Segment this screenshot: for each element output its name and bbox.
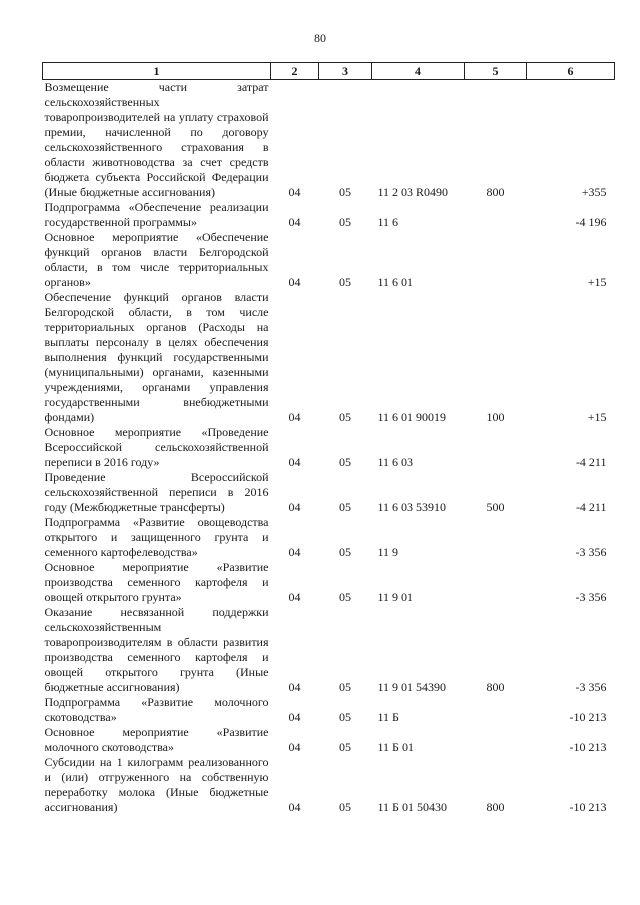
row-subsection: 05 xyxy=(339,500,351,514)
row-section: 04 xyxy=(288,740,301,754)
row-amount: -10 213 xyxy=(569,800,607,814)
row-expense-type xyxy=(465,515,527,560)
row-expense-type: 500 xyxy=(486,500,505,514)
row-section: 04 xyxy=(288,275,301,289)
header-col-target-article: 4 xyxy=(372,63,465,80)
row-target-article: 11 9 01 xyxy=(377,590,414,604)
table-row xyxy=(43,80,615,201)
row-expense-type: 100 xyxy=(486,410,505,424)
table-row xyxy=(43,230,615,290)
row-expense-type xyxy=(465,230,527,290)
table-row xyxy=(43,725,615,755)
row-name: Проведение Всероссийской сельскохозяйственной переписи в 2016 году (Межбюджетные трансферты) xyxy=(44,470,269,514)
row-name: Основное мероприятие «Развитие производства семенного картофеля и овощей открытого грунта» xyxy=(44,560,269,604)
row-name: Обеспечение функций органов власти Белгородской области, в том числе территориальных органов (Расходы на выплаты персоналу в целях обеспечения выполнения функций государственными (муниципальными) органами, казенными учреждениями, органами управления государственными внебюджетными фондами) xyxy=(44,290,269,424)
row-name: Основное мероприятие «Развитие молочного скотоводства» xyxy=(44,725,269,754)
row-subsection: 05 xyxy=(339,410,351,424)
row-subsection: 05 xyxy=(339,680,351,694)
row-name: Подпрограмма «Обеспечение реализации государственной программы» xyxy=(44,200,269,229)
row-amount: -4 211 xyxy=(575,455,607,469)
row-target-article: 11 Б 01 xyxy=(377,740,414,754)
row-target-article: 11 6 03 xyxy=(377,455,414,469)
header-col-name: 1 xyxy=(43,63,271,80)
row-expense-type xyxy=(465,425,527,470)
row-name: Возмещение части затрат сельскохозяйственных товаропроизводителей на уплату страховой премии, начисленной по договору сельскохозяйственного страхования в области животноводства за счет средств бюджета субъекта Российской Федерации (Иные бюджетные ассигнования) xyxy=(44,80,269,199)
header-col-amount: 6 xyxy=(527,63,615,80)
row-subsection: 05 xyxy=(339,215,351,229)
row-expense-type xyxy=(465,695,527,725)
table-row xyxy=(43,200,615,230)
header-row xyxy=(43,63,615,80)
row-expense-type: 800 xyxy=(486,185,505,199)
row-target-article: 11 6 01 90019 xyxy=(377,410,447,424)
header-col-subsection: 3 xyxy=(319,63,372,80)
table-row xyxy=(43,560,615,605)
row-expense-type: 800 xyxy=(486,680,505,694)
row-amount: +15 xyxy=(587,410,607,424)
row-subsection: 05 xyxy=(339,455,351,469)
table-header xyxy=(43,63,615,80)
table-row xyxy=(43,755,615,815)
row-section: 04 xyxy=(288,185,301,199)
row-section: 04 xyxy=(288,800,301,814)
row-subsection: 05 xyxy=(339,590,351,604)
row-section: 04 xyxy=(288,455,301,469)
row-expense-type: 800 xyxy=(486,800,505,814)
row-name: Оказание несвязанной поддержки сельскохозяйственным товаропроизводителям в области развития производства семенного картофеля и овощей открытого грунта (Иные бюджетные ассигнования) xyxy=(44,605,269,694)
row-expense-type xyxy=(465,725,527,755)
table-row xyxy=(43,695,615,725)
row-target-article: 11 6 03 53910 xyxy=(377,500,447,514)
table-body xyxy=(43,80,615,816)
budget-table xyxy=(42,62,615,815)
row-target-article: 11 6 01 xyxy=(377,275,414,289)
row-name: Основное мероприятие «Проведение Всероссийской сельскохозяйственной переписи в 2016 году» xyxy=(44,425,269,469)
row-amount: -10 213 xyxy=(569,740,607,754)
row-amount: -4 196 xyxy=(575,215,607,229)
row-expense-type xyxy=(465,560,527,605)
row-name: Подпрограмма «Развитие молочного скотоводства» xyxy=(44,695,269,724)
header-col-section: 2 xyxy=(271,63,319,80)
table-row xyxy=(43,425,615,470)
page-number: 80 xyxy=(314,31,326,45)
row-amount: -4 211 xyxy=(575,500,607,514)
row-target-article: 11 6 xyxy=(377,215,399,229)
row-section: 04 xyxy=(288,545,301,559)
row-section: 04 xyxy=(288,410,301,424)
row-name: Подпрограмма «Развитие овощеводства открытого и защищенного грунта и семенного картофелеводства» xyxy=(44,515,269,559)
row-subsection: 05 xyxy=(339,800,351,814)
row-section: 04 xyxy=(288,680,301,694)
row-target-article: 11 2 03 R0490 xyxy=(377,185,449,199)
table-row xyxy=(43,290,615,425)
row-amount: -3 356 xyxy=(575,680,607,694)
row-amount: +15 xyxy=(587,275,607,289)
header-col-expense-type: 5 xyxy=(465,63,527,80)
row-target-article: 11 Б 01 50430 xyxy=(377,800,447,814)
row-subsection: 05 xyxy=(339,275,351,289)
row-section: 04 xyxy=(288,590,301,604)
table-row xyxy=(43,605,615,695)
table-row xyxy=(43,515,615,560)
row-section: 04 xyxy=(288,710,301,724)
row-target-article: 11 9 xyxy=(377,545,399,559)
row-amount: +355 xyxy=(581,185,607,199)
row-expense-type xyxy=(465,200,527,230)
row-amount: -10 213 xyxy=(569,710,607,724)
row-subsection: 05 xyxy=(339,740,351,754)
row-subsection: 05 xyxy=(339,545,351,559)
row-amount: -3 356 xyxy=(575,545,607,559)
row-section: 04 xyxy=(288,215,301,229)
row-amount: -3 356 xyxy=(575,590,607,604)
row-name: Субсидии на 1 килограмм реализованного и (или) отгруженного на собственную переработку молока (Иные бюджетные ассигнования) xyxy=(44,755,269,814)
row-name: Основное мероприятие «Обеспечение функций органов власти Белгородской области, в том числе территориальных органов» xyxy=(44,230,269,289)
row-section: 04 xyxy=(288,500,301,514)
table-row xyxy=(43,470,615,515)
row-subsection: 05 xyxy=(339,185,351,199)
row-target-article: 11 9 01 54390 xyxy=(377,680,447,694)
row-target-article: 11 Б xyxy=(377,710,399,724)
row-subsection: 05 xyxy=(339,710,351,724)
